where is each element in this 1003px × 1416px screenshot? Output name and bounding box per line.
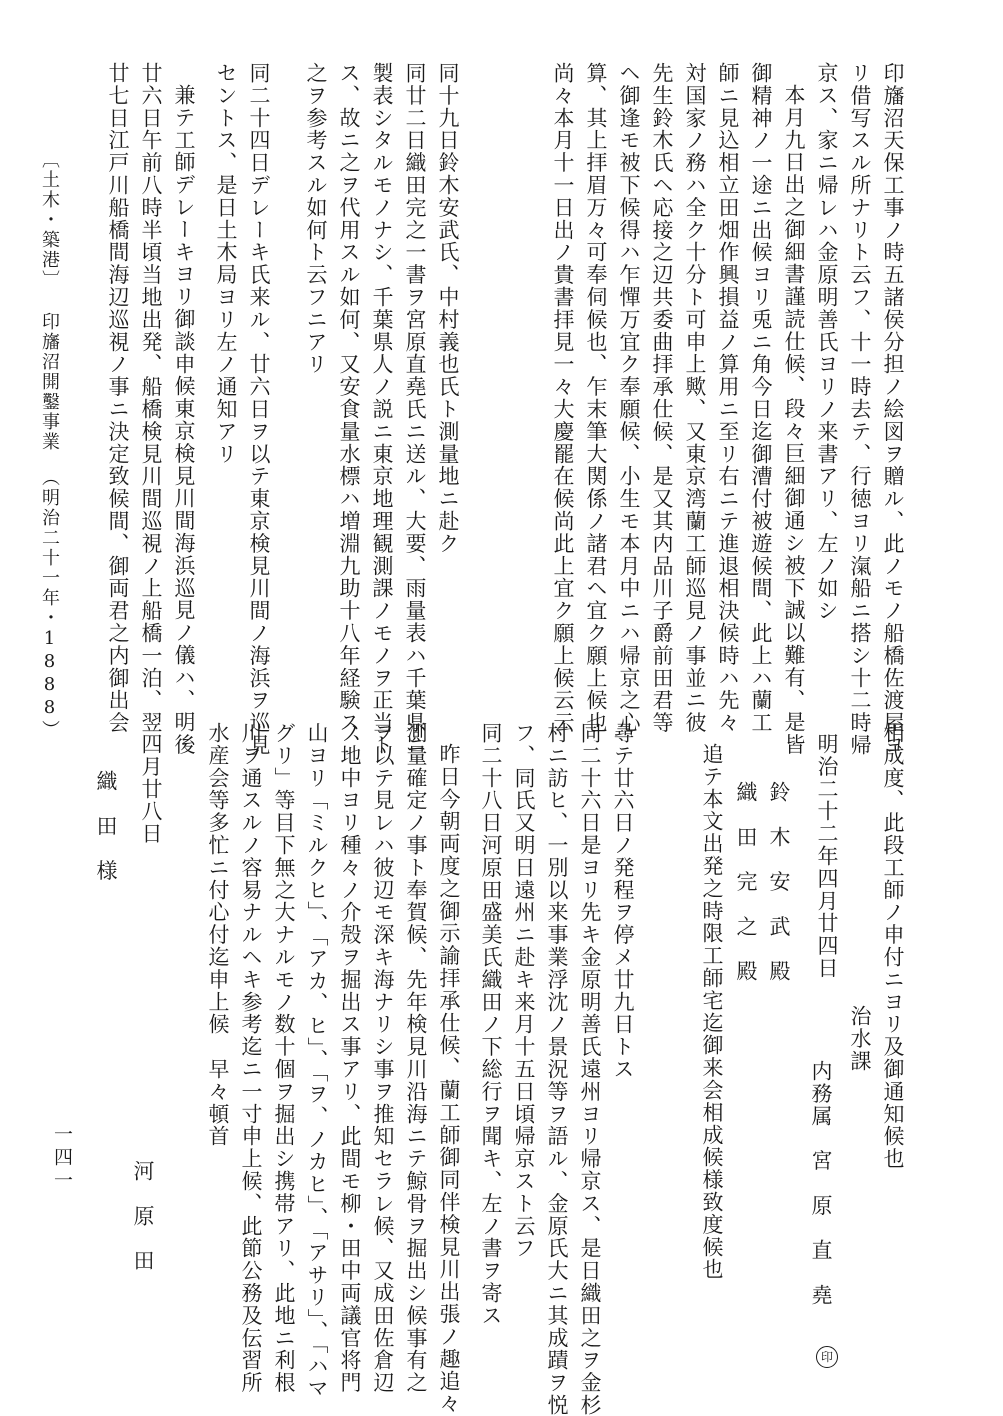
sender-name	[810, 1060, 831, 1306]
text-column: 算、其上拝眉万々可奉伺候也、乍末筆大関係ノ諸君ヘ宜ク願上候也	[584, 62, 608, 734]
text-column: 対国家ノ務ハ全ク十分ト可申上歟、又東京湾蘭工師巡見ノ事並ニ彼	[683, 62, 707, 734]
text-column: ノ地中ヨリ種々ノ介殻ヲ掘出ス事アリ、此間モ柳・田中両議官将門	[338, 722, 362, 1394]
text-column: 尚々本月十一日出ノ貴書拝見一々大慶罷在候尚此上宜ク願上候云云	[551, 62, 575, 734]
text-column: 同二十四日デレーキ氏来ル、廿六日ヲ以テ東京検見川間ノ海浜ヲ巡見	[247, 62, 271, 757]
text-column: 廿六日午前八時半頃当地出発、船橋検見川間巡視ノ上船橋一泊、翌	[139, 62, 163, 734]
text-column: 昨日今朝両度之御示諭拝承仕候、蘭工師御同伴検見川出張ノ趣追々	[437, 743, 461, 1415]
text-column: 測量確定ノ事ト奉賀候、先年検見川沿海ニテ鯨骨ヲ掘出シ候事有之	[404, 722, 428, 1394]
recipient: 織 田 完 之 殿	[734, 781, 758, 983]
recipient: 織 田 様	[94, 770, 118, 882]
letter-sender: 河 原 田	[131, 1160, 155, 1272]
text-column: ス、故ニ之ヲ代用スル如何、又安食量水標ハ増淵九助十八年経験ス、	[337, 62, 361, 757]
letter-date: 四月廿八日	[139, 733, 163, 845]
text-column: 同十九日鈴木安武氏、中村義也氏ト測量地ニ赴ク	[436, 62, 460, 555]
text-column: 印旛沼天保工事ノ時五諸侯分担ノ絵図ヲ贈ル、此ノモノ船橋佐渡屋ヨ	[881, 62, 905, 757]
text-column: 廿七日江戸川船橋間海辺巡視ノ事ニ決定致候間、御両君之内御出会	[106, 62, 130, 734]
running-header	[40, 150, 58, 740]
header-section: 印旛沼開鑿事業	[39, 312, 60, 452]
text-column: 御精神ノ一途ニ出候ヨリ兎ニ角今日迄御漕付被遊候間、此上ハ蘭工	[749, 62, 773, 734]
text-column: 師ニ見込相立田畑作興損益ノ算用ニ至リ右ニテ進退相決候時ハ先々	[716, 62, 740, 734]
letter-date: 明治二十二年四月廿四日	[815, 733, 839, 980]
text-column: 之ヲ参考スル如何ト云フニアリ	[304, 62, 328, 376]
text-column: リ借写スル所ナリト云フ、十一時去テ、行徳ヨリ滊船ニ搭シ十二時帰	[848, 62, 872, 757]
text-column: 山ヨリ「ミルクヒ」、「アカ、ヒ」、「ヲ、ノカヒ」、「アサリ」、「ハマ	[305, 722, 329, 1400]
header-era: （明治二十一年・1888）	[39, 468, 60, 740]
text-column: 兼テ工師デレーキヨリ御談申候東京検見川間海浜巡見ノ儀ハ、明後	[172, 84, 196, 756]
text-column: 水産会等多忙ニ付心付迄申上候 早々頓首	[206, 722, 230, 1148]
text-column: 同二十八日河原田盛美氏織田ノ下総行ヲ聞キ、左ノ書ヲ寄ス	[479, 722, 503, 1327]
text-column: 尋テ廿六日ノ発程ヲ停メ廿九日トス	[611, 722, 635, 1081]
text-column: 製表シタルモノナシ、千葉県人ノ説ニ東京地理観測課ノモノヲ正当ト	[370, 62, 394, 757]
text-column: 本月九日出之御細書謹読仕候、段々巨細御通シ被下誠以難有、是皆	[782, 84, 806, 756]
text-column: 川ヲ通スルノ容易ナルヘキ参考迄ニ一寸申上候、此節公務及伝習所	[239, 722, 263, 1394]
page-number: 一四一	[51, 1124, 73, 1193]
text-column: ヲ以テ見レハ彼辺モ深キ海ナリシ事ヲ推知セラレ候、又成田佐倉辺	[371, 722, 395, 1394]
recipient: 鈴 木 安 武 殿	[767, 781, 791, 983]
text-column: 同二十六日是ヨリ先キ金原明善氏遠州ヨリ帰京ス、是日織田之ヲ金杉	[578, 722, 602, 1416]
text-column: セントス、是日土木局ヨリ左ノ通知アリ	[214, 62, 238, 466]
header-category: 〔土木・築港〕	[39, 150, 60, 290]
text-column: グリ」等目下無之大ナルモノ数十個ヲ掘出シ携帯アリ、此地ニ利根	[272, 722, 296, 1394]
seal-stamp	[816, 1346, 838, 1368]
text-column: 村ニ訪ヒ、一別以来事業浮沈ノ景況等ヲ語ル、金原氏大ニ其成蹟ヲ悦	[545, 722, 569, 1416]
text-column: 京ス、家ニ帰レハ金原明善氏ヨリノ来書アリ、左ノ如シ	[815, 62, 839, 622]
department: 治水課	[848, 1005, 872, 1073]
postscript: 追テ本文出発之時限工師宅迄御来会相成候様致度候也	[700, 743, 724, 1281]
text-column: フ、同氏又明日遠州ニ赴キ来月十五日頃帰京スト云フ	[512, 722, 536, 1260]
text-column: 同廿二日織田完之一書ヲ宮原直堯氏ニ送ル、大要、雨量表ハ千葉県ニ	[403, 62, 427, 757]
text-column: 先生鈴木氏ヘ応接之辺共委曲拝承仕候、是又其内品川子爵前田君等	[650, 62, 674, 734]
text-column: 相成度、此段工師ノ申付ニヨリ及御通知候也	[881, 722, 905, 1170]
sender-text: 内務属 宮 原 直 堯	[809, 1060, 833, 1307]
text-column: ヘ御逢モ被下候得ハ乍憚万宜ク奉願候、小生モ本月中ニハ帰京之心	[617, 62, 641, 734]
seal-text: 印	[820, 1350, 833, 1364]
